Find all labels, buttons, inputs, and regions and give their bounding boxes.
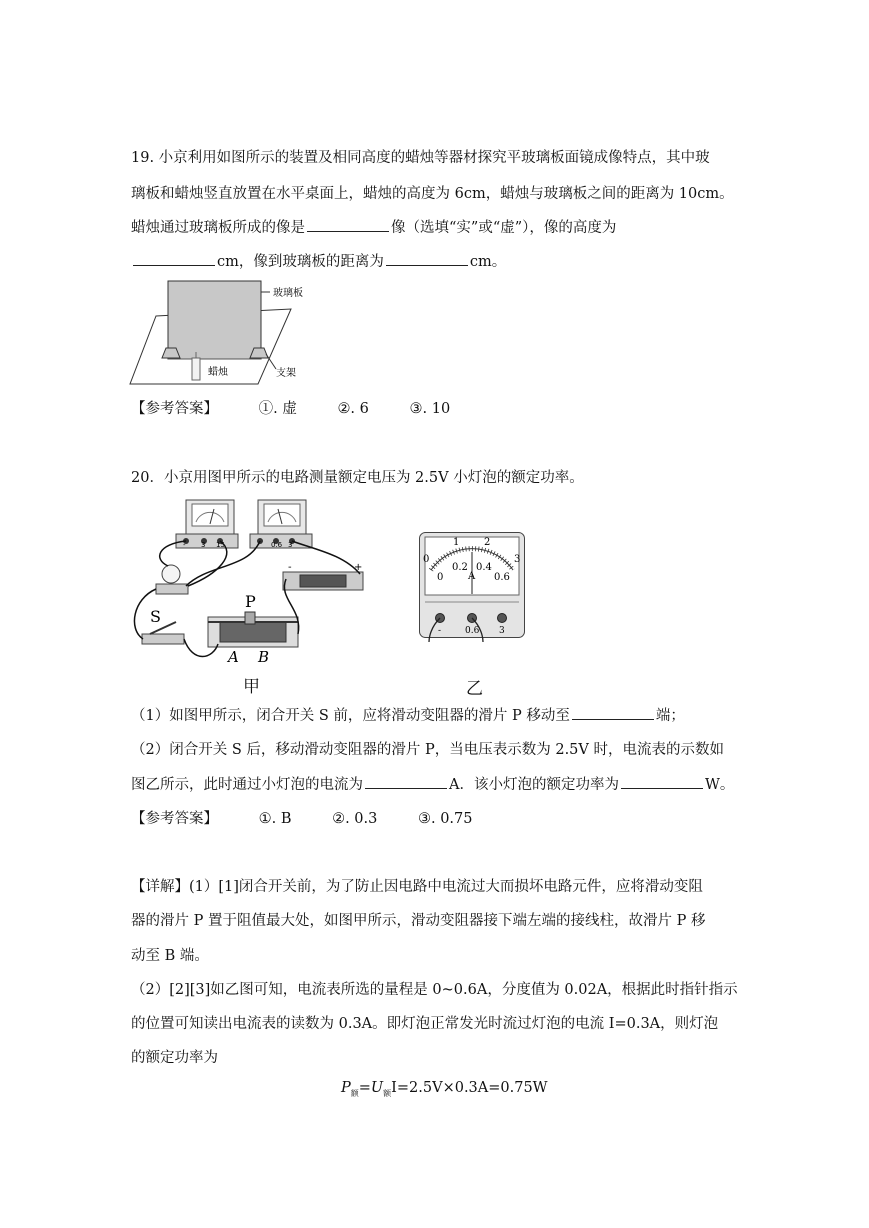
q19-line-3-text-a: 蜡烛通过玻璃板所成的像是 (131, 220, 305, 236)
q19-line-4-text-a: cm，像到玻璃板的距离为 (217, 254, 384, 270)
formula-sub-2: 额 (383, 1088, 392, 1098)
q20-part1 (131, 704, 685, 725)
formula-p: P (341, 1080, 351, 1096)
scale-bottom-0: 0 (437, 572, 444, 583)
q19-line-3-text-b: 像（选填“实”或“虚”），像的高度为 (391, 220, 617, 236)
answer-label: 【参考答案】 (131, 401, 218, 417)
switch-label: S (150, 607, 161, 626)
detail-line-1: 【详解】(1）[1]闭合开关前，为了防止因电路中电流过大而损坏电路元件，应将滑动变阻 (131, 879, 703, 895)
q20-part1-text-a: （1）如图甲所示，闭合开关 S 前，应将滑动变阻器的滑片 P 移动至 (131, 708, 570, 724)
answer-blank (621, 776, 703, 789)
q20-part2-text-c: W。 (704, 777, 735, 793)
unit-label: A (468, 571, 476, 582)
scale-top-1: 1 (453, 537, 460, 548)
q19-line-2: 璃板和蜡烛竖直放置在水平桌面上，蜡烛的高度为 6cm，蜡烛与玻璃板之间的距离为 10cm。 (131, 186, 734, 202)
answer-3: ③. 0.75 (417, 811, 473, 827)
answer-3: ③. 10 (409, 401, 451, 417)
formula-rest: I=2.5V×0.3A=0.75W (391, 1080, 548, 1096)
q20-answer (131, 807, 473, 828)
terminal-minus: - (438, 626, 442, 636)
answer-blank (307, 219, 389, 232)
q19-line-1: 19. 小京利用如图所示的装置及相同高度的蜡烛等器材探究平玻璃板面镜成像特点，其中玻 (131, 150, 710, 166)
battery-plus: + (354, 562, 363, 573)
ammeter-terminal-3: 3 (288, 541, 293, 549)
q20-part1-text-b: 端； (655, 708, 685, 724)
stand-label: 支架 (276, 368, 296, 379)
q19-line-3 (131, 216, 616, 237)
ammeter-terminal-06: 0.6 (271, 541, 283, 549)
voltmeter-terminal-3: 3 (201, 541, 206, 549)
answer-1: ①. 虚 (258, 401, 297, 417)
answer-2: ②. 0.3 (332, 811, 378, 827)
answer-blank (572, 707, 654, 720)
glass-plate-figure (128, 276, 338, 391)
candle-label: 蜡烛 (208, 367, 228, 378)
caption-jia: 甲 (243, 677, 260, 697)
terminal-06: 0.6 (465, 626, 480, 636)
formula-sub-1: 额 (350, 1088, 359, 1098)
voltmeter-terminal-minus: - (183, 541, 186, 549)
scale-top-2: 2 (484, 537, 491, 548)
answer-blank (386, 253, 468, 266)
ammeter-terminal-minus: - (257, 541, 260, 549)
detail-line-5: 的位置可知读出电流表的读数为 0.3A。即灯泡正常发光时流过灯泡的电流 I=0.3A，则灯泡 (131, 1016, 719, 1032)
detail-line-2: 器的滑片 P 置于阻值最大处，如图甲所示，滑动变阻器接下端左端的接线柱，故滑片 P 移 (131, 913, 706, 929)
answer-blank (365, 776, 447, 789)
terminal-3: 3 (499, 626, 505, 636)
q19-line-4 (131, 250, 506, 271)
slider-label: P (245, 592, 256, 611)
formula-u: U (370, 1080, 384, 1096)
battery-minus: - (288, 562, 292, 573)
terminal-a-label: A (228, 648, 239, 666)
voltmeter-terminal-15: 15 (216, 541, 225, 549)
circuit-figure-a (128, 494, 378, 674)
q20-part2-text-a: 图乙所示，此时通过小灯泡的电流为 (131, 777, 363, 793)
terminal-b-label: B (258, 648, 270, 666)
scale-bottom-06: 0.6 (494, 572, 510, 583)
glass-label: 玻璃板 (273, 288, 303, 299)
answer-1: ①. B (258, 811, 292, 827)
answer-blank (133, 253, 215, 266)
scale-bottom-02: 0.2 (452, 562, 468, 573)
q20-part2-line1: （2）闭合开关 S 后，移动滑动变阻器的滑片 P，当电压表示数为 2.5V 时，电流表的示数如 (131, 742, 724, 758)
detail-line-3: 动至 B 端。 (131, 948, 209, 964)
ammeter-figure-b (419, 532, 525, 642)
power-formula (341, 1080, 548, 1099)
q20-part2-line2 (131, 773, 734, 794)
q19-answer (131, 397, 450, 418)
scale-top-0: 0 (423, 554, 430, 565)
scale-bottom-04: 0.4 (476, 562, 492, 573)
q19-line-4-text-b: cm。 (469, 254, 507, 270)
answer-2: ②. 6 (337, 401, 369, 417)
scale-top-3: 3 (514, 554, 521, 565)
detail-line-6: 的额定功率为 (131, 1050, 218, 1066)
answer-label: 【参考答案】 (131, 811, 218, 827)
q20-stem: 20．小京用图甲所示的电路测量额定电压为 2.5V 小灯泡的额定功率。 (131, 470, 584, 486)
formula-eq: = (358, 1080, 371, 1096)
caption-yi: 乙 (466, 679, 483, 699)
q20-part2-text-b: A．该小灯泡的额定功率为 (449, 777, 619, 793)
detail-line-4: （2）[2][3]如乙图可知，电流表所选的量程是 0~0.6A，分度值为 0.02A，根据此时指针指示 (131, 982, 738, 998)
